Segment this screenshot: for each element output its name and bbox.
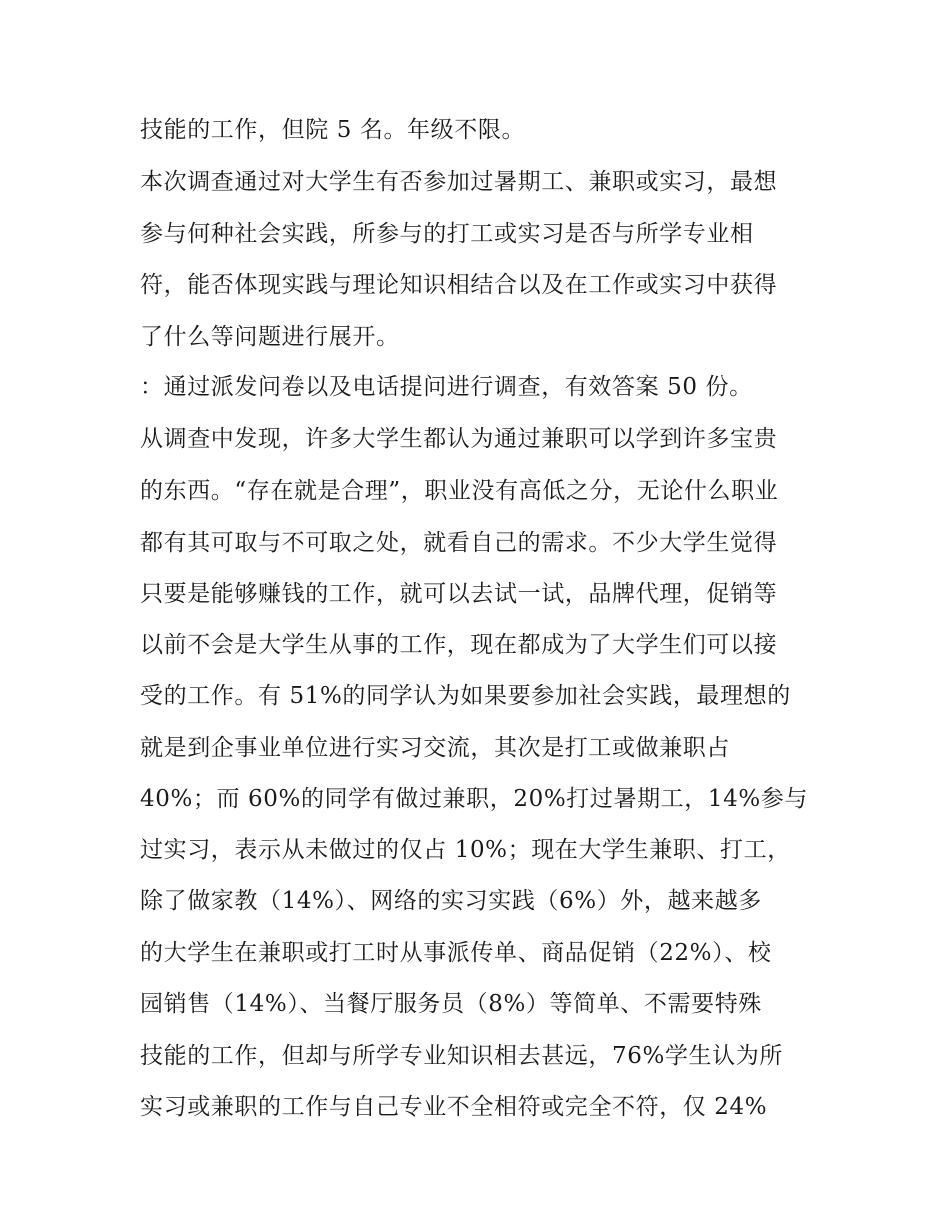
text-line: 本次调查通过对大学生有否参加过暑期工、兼职或实习，最想 bbox=[140, 169, 778, 195]
text-line: 的大学生在兼职或打工时从事派传单、商品促销（22%）、校 bbox=[140, 940, 772, 966]
text-line: 实习或兼职的工作与自己专业不全相符或完全不符，仅 24% bbox=[140, 1094, 768, 1120]
text-line: 技能的工作，但却与所学专业知识相去甚远，76%学生认为所 bbox=[140, 1043, 783, 1069]
text-line: 只要是能够赚钱的工作，就可以去试一试，品牌代理，促销等 bbox=[140, 581, 778, 607]
text-line: 技能的工作，但院 5 名。年级不限。 bbox=[140, 117, 526, 143]
text-line: 除了做家教（14%）、网络的实习实践（6%）外，越来越多 bbox=[140, 888, 762, 914]
text-line: 都有其可取与不可取之处，就看自己的需求。不少大学生觉得 bbox=[140, 530, 778, 556]
text-line: 符，能否体现实践与理论知识相结合以及在工作或实习中获得 bbox=[140, 272, 778, 298]
text-line: 受的工作。有 51%的同学认为如果要参加社会实践，最理想的 bbox=[140, 683, 791, 709]
text-line: 园销售（14%）、当餐厅服务员（8%）等简单、不需要特殊 bbox=[140, 991, 762, 1017]
text-line: 了什么等问题进行展开。 bbox=[140, 324, 400, 350]
text-line: 以前不会是大学生从事的工作，现在都成为了大学生们可以接 bbox=[140, 632, 778, 658]
text-line: 的东西。“存在就是合理”，职业没有高低之分，无论什么职业 bbox=[140, 478, 779, 504]
text-line: 40%；而 60%的同学有做过兼职，20%打过暑期工，14%参与 bbox=[140, 786, 808, 812]
text-line: ：通过派发问卷以及电话提问进行调查，有效答案 50 份。 bbox=[140, 374, 753, 400]
text-line: 从调查中发现，许多大学生都认为通过兼职可以学到许多宝贵 bbox=[140, 426, 778, 452]
text-line: 过实习，表示从未做过的仅占 10%；现在大学生兼职、打工， bbox=[140, 837, 791, 863]
text-line: 就是到企事业单位进行实习交流，其次是打工或做兼职占 bbox=[140, 735, 730, 761]
text-line: 参与何种社会实践，所参与的打工或实习是否与所学专业相 bbox=[140, 221, 754, 247]
